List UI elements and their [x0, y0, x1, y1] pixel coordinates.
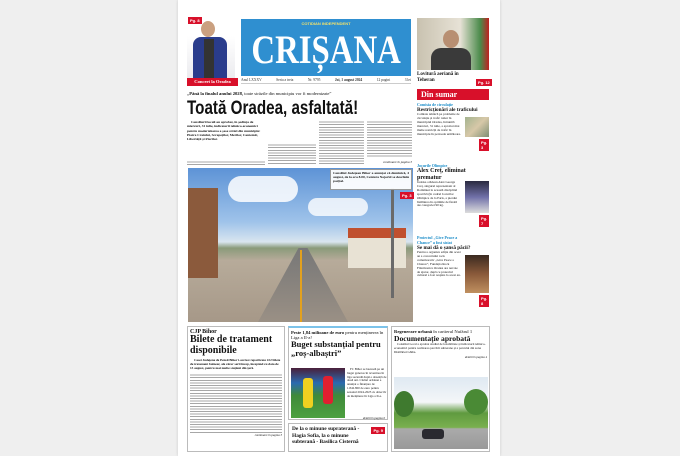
page-tag[interactable]: Pg. 7 [481, 216, 488, 226]
kicker-rest: pentru menținerea în Liga a II-a! [291, 330, 384, 341]
item-text: Comisia tehnică pe probleme de circulație și trafic rutier în municipiul Oradea, întrunită miercuri, 31 iulie, a aprobat mai multe restricții de trafic în municipiu în perioada următoare. [417, 112, 461, 136]
issue-pages: 12 pagini [376, 78, 391, 82]
masthead-title: CRIȘANA [251, 27, 401, 72]
item-text: Judoka orădean Alex George Creț, singurul reprezentant al României la această disciplină sportivă (în cadrul Jocurilor Olimpice de la Paris, a pierdut întâlnirea în optimile de finală ale categoriei 90 kg. [417, 180, 458, 208]
article-title: De la o minune supraterană - Hagia Sofia, la o minune subterană - Basilica Cisternă [292, 426, 360, 445]
masthead [241, 19, 411, 76]
photo-caption-text: Consiliul Județean Bihor a anunțat că duminică, 4 august, de la ora 8.00, Centura Nojorid se deschide parțial. [333, 171, 409, 184]
masthead-subtitle: COTIDIAN INDEPENDENT [301, 21, 351, 26]
park-render-image [394, 377, 488, 449]
kicker-rest: în cartierul Nufărul 1 [432, 329, 473, 334]
judo-photo [465, 181, 489, 213]
left-teaser-photo[interactable] [187, 15, 235, 85]
lead-kicker [187, 91, 412, 96]
article-continued[interactable]: continuare în pagina 3 [254, 433, 282, 437]
article-title: Documentație aprobată [394, 334, 471, 344]
item-kicker: Jocurile Olimpice [417, 163, 448, 168]
item-text: Pentru a organiza ediția din acest an a concertului rock comemorativ „Give Peace a Chance”, Fundația Rock Filarmonica Oradea are nevoie de ajutor, după ce proiectul cultural a fost respins la acest an. [417, 250, 461, 278]
issue-year: Anul LXXXV [241, 78, 262, 82]
item-title: Alex Creț, eliminat prematur [417, 168, 466, 181]
item-kicker: Proiectul „Give Peace a Chance” a fost sistat [417, 235, 458, 245]
page-tag[interactable]: Pg. 3 [402, 193, 412, 198]
article-cjp-bihor[interactable] [187, 326, 285, 452]
issue-price: 3 lei [404, 78, 411, 82]
issue-series: Seria a treia [276, 78, 294, 82]
article-continued[interactable]: detalii în pagina 6 [362, 416, 385, 420]
lead-body-col3 [319, 120, 364, 165]
page-tag[interactable]: Pg. 8 [190, 18, 200, 23]
lead-intro: Consilierii locali au aprobat, în ședința de miercuri, 31 iulie, indicatorii tehnico-economici pentru modernizarea a șase străzi din municipiu: Piatra Craiului, Scrapeților, Merilor, Cantemir, Libertății și Florilor. [187, 120, 261, 142]
sidebar-item[interactable] [417, 163, 489, 226]
right-teaser-photo[interactable] [417, 18, 489, 70]
article-title: Buget substanțial pentru „roș-albaștri” [291, 339, 381, 359]
kicker-rest: toate străzile din municipiu vor fi modernizate” [243, 91, 332, 96]
lead-body-col1 [187, 160, 265, 165]
item-title: Se mai dă o șansă păcii? [417, 245, 471, 251]
sidebar-title: Din sumar [417, 89, 489, 100]
issue-number: Nr. 9795 [307, 78, 321, 82]
sidebar-summary [417, 89, 489, 321]
article-body [190, 373, 282, 433]
sidebar-item[interactable] [417, 235, 489, 306]
article-urban-regeneration[interactable] [391, 326, 490, 452]
article-kicker: CJP Bihor [190, 329, 217, 335]
article-lead: Casei Județene de Pensii Bihor i-au fost repartizate 222 bilete de tratament balnear, ale căror serii încep, începând cu data de 13 august, pentru mai multe stațiuni din țară. [190, 358, 281, 370]
article-text: FC Bihor se bazează pe un buget generos în revenirea în liga secundă după o absență de două ani. Clubul orădean a anunțat o finanțare de 1.842.800 de euro pentru sezonul 2024-2025 cu obiectiv de menținere în Liga a II-a. [347, 367, 387, 398]
concert-photo [465, 255, 489, 293]
kicker-bold: Peste 1,84 milioane de euro [291, 330, 345, 335]
item-title: Restricționări ale traficului [417, 107, 478, 113]
issue-date: Joi, 1 august 2024 [334, 78, 363, 82]
page-tag[interactable]: Pg. 8 [481, 296, 488, 306]
article-continued[interactable]: detalii în pagina 4 [464, 354, 487, 359]
kicker-bold: Regenerare urbană [394, 329, 433, 334]
article-hagia-sofia[interactable] [288, 423, 388, 452]
page-tag[interactable]: Pg. 9 [373, 428, 383, 433]
lead-headline[interactable]: Toată Oradea, asfaltată! [187, 98, 359, 119]
lead-body-col4 [367, 120, 412, 158]
issue-info [241, 78, 411, 84]
lead-continued[interactable]: continuare în pagina 3 [382, 160, 412, 164]
newspaper-page [178, 0, 500, 456]
article-text: Consiliul Local a aprobat studiul de fezabilitate și indicatorii tehnico-economici pentru realizarea parcării subterane și a parcului din zona Distilăriei Ghiba. [394, 342, 486, 354]
left-teaser-caption[interactable]: Concert la Oradea [187, 78, 238, 86]
traffic-map-image [465, 117, 489, 137]
page-tag[interactable]: Pg. 3 [481, 140, 488, 150]
article-fc-bihor-budget[interactable] [288, 326, 388, 420]
item-kicker: Comisia de circulație [417, 102, 453, 107]
sidebar-item[interactable] [417, 102, 489, 150]
main-photo-street[interactable] [188, 168, 413, 322]
right-teaser-caption[interactable]: Lovitură aeriană în Teheran [417, 72, 459, 83]
page-tag[interactable]: Pg. 12 [478, 80, 490, 85]
article-title: Bilete de tratament disponibile [190, 334, 273, 356]
football-photo [291, 368, 345, 418]
photo-caption-box [330, 169, 412, 190]
kicker-bold: „Până la finalul anului 2028, [187, 91, 244, 96]
lead-body-col2 [268, 143, 316, 165]
